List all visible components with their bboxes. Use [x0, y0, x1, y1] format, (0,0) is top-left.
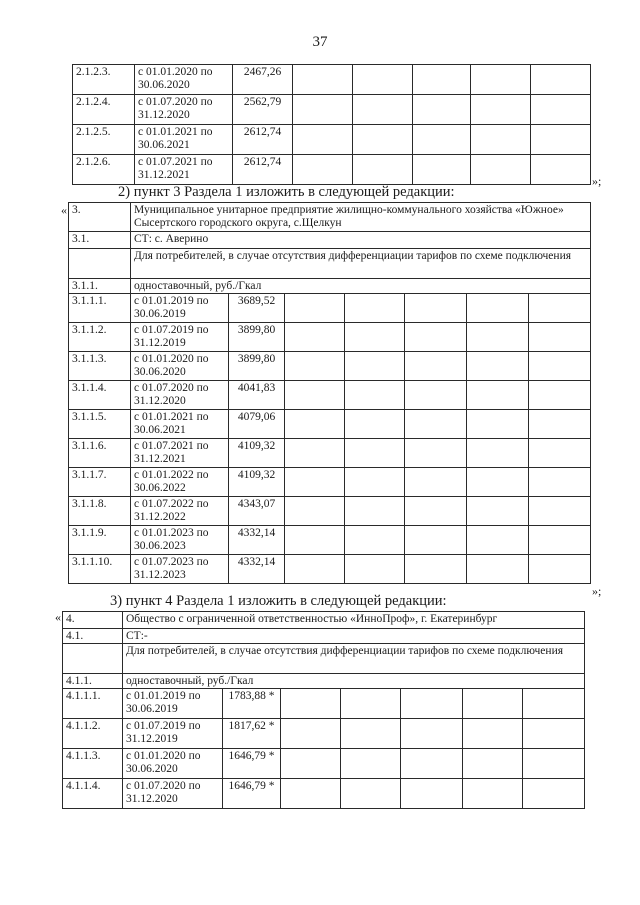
empty-cell: [405, 323, 467, 352]
table-row: [73, 95, 591, 125]
period-cell: с 01.01.2019 по 30.06.2019: [123, 689, 223, 719]
row-code: 2.1.2.5.: [73, 125, 135, 155]
row-code: [63, 644, 123, 674]
tariff-value: 1646,79 *: [223, 779, 281, 809]
table-row: [69, 352, 591, 381]
empty-cell: [467, 410, 529, 439]
row-code: 2.1.2.6.: [73, 155, 135, 185]
empty-cell: [281, 689, 341, 719]
empty-cell: [281, 779, 341, 809]
empty-cell: [285, 294, 345, 323]
tariff-value: 2467,26: [233, 65, 293, 95]
period-cell: с 01.07.2020 по 31.12.2020: [131, 381, 229, 410]
empty-cell: [341, 719, 401, 749]
empty-cell: [345, 294, 405, 323]
table-row: [69, 439, 591, 468]
table-row: [69, 323, 591, 352]
tariff-value: 4079,06: [229, 410, 285, 439]
tariff-value: 1783,88 *: [223, 689, 281, 719]
row-code: 3.1.1.2.: [69, 323, 131, 352]
tariff-value: 4332,14: [229, 555, 285, 584]
empty-cell: [471, 95, 531, 125]
empty-cell: [345, 323, 405, 352]
empty-cell: [471, 65, 531, 95]
table-row: [69, 294, 591, 323]
empty-cell: [413, 65, 471, 95]
row-code: 4.1.1.3.: [63, 749, 123, 779]
empty-cell: [405, 410, 467, 439]
empty-cell: [345, 410, 405, 439]
period-cell: с 01.01.2020 по 30.06.2020: [135, 65, 233, 95]
header-text: Для потребителей, в случае отсутствия дифференциации тарифов по схеме подключения: [131, 249, 591, 279]
period-cell: с 01.07.2019 по 31.12.2019: [131, 323, 229, 352]
row-code: 3.1.1.3.: [69, 352, 131, 381]
period-cell: с 01.01.2020 по 30.06.2020: [131, 352, 229, 381]
table-row: [69, 497, 591, 526]
empty-cell: [345, 352, 405, 381]
row-code: 3.1.: [69, 232, 131, 249]
period-cell: с 01.01.2019 по 30.06.2019: [131, 294, 229, 323]
table-row: [69, 468, 591, 497]
table-row: [69, 381, 591, 410]
empty-cell: [523, 779, 585, 809]
empty-cell: [531, 95, 591, 125]
row-code: 3.: [69, 203, 131, 232]
empty-cell: [405, 439, 467, 468]
empty-cell: [529, 323, 591, 352]
header-row: [63, 612, 585, 629]
empty-cell: [285, 468, 345, 497]
table-row: [73, 155, 591, 185]
table-row: [69, 555, 591, 584]
empty-cell: [413, 125, 471, 155]
table-row: [73, 125, 591, 155]
empty-cell: [341, 779, 401, 809]
open-quote-mark: «: [55, 610, 61, 624]
row-code: [69, 249, 131, 279]
empty-cell: [467, 497, 529, 526]
empty-cell: [345, 555, 405, 584]
header-text: СТ:-: [123, 629, 585, 644]
empty-cell: [281, 719, 341, 749]
row-code: 3.1.1.9.: [69, 526, 131, 555]
table-row: [63, 749, 585, 779]
empty-cell: [467, 439, 529, 468]
period-cell: с 01.01.2021 по 30.06.2021: [135, 125, 233, 155]
empty-cell: [467, 526, 529, 555]
table-row: [63, 689, 585, 719]
tariff-value: 4109,32: [229, 468, 285, 497]
row-code: 2.1.2.4.: [73, 95, 135, 125]
tariff-value: 1646,79 *: [223, 749, 281, 779]
tariff-value: 2612,74: [233, 125, 293, 155]
empty-cell: [413, 95, 471, 125]
row-code: 4.: [63, 612, 123, 629]
empty-cell: [285, 381, 345, 410]
empty-cell: [353, 125, 413, 155]
empty-cell: [529, 497, 591, 526]
page-number: 37: [312, 34, 328, 50]
header-row: [69, 279, 591, 294]
tariff-table-top: [72, 64, 591, 185]
row-code: 3.1.1.6.: [69, 439, 131, 468]
empty-cell: [345, 526, 405, 555]
empty-cell: [285, 410, 345, 439]
empty-cell: [285, 439, 345, 468]
empty-cell: [523, 689, 585, 719]
table-row: [69, 410, 591, 439]
close-quote-mark: »;: [592, 174, 602, 188]
empty-cell: [471, 155, 531, 185]
tariff-table-section-4: [62, 611, 585, 809]
period-cell: с 01.07.2021 по 31.12.2021: [131, 439, 229, 468]
tariff-value: 4109,32: [229, 439, 285, 468]
empty-cell: [341, 749, 401, 779]
empty-cell: [523, 719, 585, 749]
table-row: [63, 779, 585, 809]
row-code: 3.1.1.8.: [69, 497, 131, 526]
empty-cell: [401, 689, 463, 719]
empty-cell: [285, 323, 345, 352]
row-code: 3.1.1.10.: [69, 555, 131, 584]
tariff-value: 1817,62 *: [223, 719, 281, 749]
empty-cell: [285, 352, 345, 381]
table-row: [69, 526, 591, 555]
empty-cell: [353, 95, 413, 125]
empty-cell: [467, 555, 529, 584]
row-code: 2.1.2.3.: [73, 65, 135, 95]
empty-cell: [345, 439, 405, 468]
table-row: [63, 719, 585, 749]
header-row: [69, 203, 591, 232]
header-row: [69, 249, 591, 279]
tariff-value: 2612,74: [233, 155, 293, 185]
empty-cell: [529, 555, 591, 584]
table-row: [73, 65, 591, 95]
tariff-value: 3899,80: [229, 352, 285, 381]
empty-cell: [405, 381, 467, 410]
row-code: 4.1.: [63, 629, 123, 644]
period-cell: с 01.01.2023 по 30.06.2023: [131, 526, 229, 555]
period-cell: с 01.01.2022 по 30.06.2022: [131, 468, 229, 497]
empty-cell: [293, 65, 353, 95]
empty-cell: [401, 779, 463, 809]
empty-cell: [345, 381, 405, 410]
empty-cell: [405, 294, 467, 323]
tariff-table-section-3: [68, 202, 591, 584]
empty-cell: [401, 749, 463, 779]
empty-cell: [467, 468, 529, 497]
header-text: одноставочный, руб./Гкал: [123, 674, 585, 689]
empty-cell: [467, 294, 529, 323]
empty-cell: [341, 689, 401, 719]
empty-cell: [529, 352, 591, 381]
empty-cell: [345, 497, 405, 526]
period-cell: с 01.07.2019 по 31.12.2019: [123, 719, 223, 749]
row-code: 4.1.1.2.: [63, 719, 123, 749]
header-text: Для потребителей, в случае отсутствия дифференциации тарифов по схеме подключения: [123, 644, 585, 674]
empty-cell: [529, 381, 591, 410]
tariff-value: 2562,79: [233, 95, 293, 125]
empty-cell: [523, 749, 585, 779]
period-cell: с 01.01.2020 по 30.06.2020: [123, 749, 223, 779]
period-cell: с 01.07.2020 по 31.12.2020: [135, 95, 233, 125]
row-code: 3.1.1.4.: [69, 381, 131, 410]
period-cell: с 01.07.2022 по 31.12.2022: [131, 497, 229, 526]
tariff-value: 3689,52: [229, 294, 285, 323]
row-code: 3.1.1.: [69, 279, 131, 294]
row-code: 3.1.1.7.: [69, 468, 131, 497]
period-cell: с 01.07.2021 по 31.12.2021: [135, 155, 233, 185]
header-text: одноставочный, руб./Гкал: [131, 279, 591, 294]
empty-cell: [467, 352, 529, 381]
open-quote-mark: «: [61, 203, 67, 217]
empty-cell: [471, 125, 531, 155]
empty-cell: [405, 526, 467, 555]
empty-cell: [293, 95, 353, 125]
empty-cell: [405, 497, 467, 526]
empty-cell: [463, 719, 523, 749]
empty-cell: [413, 155, 471, 185]
empty-cell: [281, 749, 341, 779]
header-text: Муниципальное унитарное предприятие жилищно-коммунального хозяйства «Южное» Сысертского городского округа, с.Щелкун: [131, 203, 591, 232]
empty-cell: [293, 155, 353, 185]
amendment-instruction-2: 2) пункт 3 Раздела 1 изложить в следующей редакции:: [118, 184, 455, 200]
empty-cell: [401, 719, 463, 749]
empty-cell: [529, 294, 591, 323]
header-text: Общество с ограниченной ответственностью «ИнноПроф», г. Екатеринбург: [123, 612, 585, 629]
period-cell: с 01.01.2021 по 30.06.2021: [131, 410, 229, 439]
header-row: [63, 674, 585, 689]
empty-cell: [463, 689, 523, 719]
empty-cell: [529, 468, 591, 497]
header-row: [63, 629, 585, 644]
tariff-value: 4041,83: [229, 381, 285, 410]
empty-cell: [285, 526, 345, 555]
tariff-value: 4332,14: [229, 526, 285, 555]
empty-cell: [293, 125, 353, 155]
empty-cell: [467, 323, 529, 352]
empty-cell: [529, 410, 591, 439]
empty-cell: [463, 749, 523, 779]
empty-cell: [285, 497, 345, 526]
empty-cell: [405, 352, 467, 381]
header-text: СТ: с. Аверино: [131, 232, 591, 249]
empty-cell: [529, 526, 591, 555]
empty-cell: [285, 555, 345, 584]
row-code: 4.1.1.1.: [63, 689, 123, 719]
close-quote-mark: »;: [592, 584, 602, 598]
row-code: 3.1.1.1.: [69, 294, 131, 323]
amendment-instruction-3: 3) пункт 4 Раздела 1 изложить в следующей редакции:: [110, 593, 447, 609]
empty-cell: [353, 155, 413, 185]
row-code: 3.1.1.5.: [69, 410, 131, 439]
header-row: [69, 232, 591, 249]
empty-cell: [531, 125, 591, 155]
row-code: 4.1.1.4.: [63, 779, 123, 809]
empty-cell: [531, 65, 591, 95]
empty-cell: [467, 381, 529, 410]
empty-cell: [529, 439, 591, 468]
row-code: 4.1.1.: [63, 674, 123, 689]
tariff-value: 3899,80: [229, 323, 285, 352]
period-cell: с 01.07.2020 по 31.12.2020: [123, 779, 223, 809]
period-cell: с 01.07.2023 по 31.12.2023: [131, 555, 229, 584]
empty-cell: [405, 555, 467, 584]
empty-cell: [353, 65, 413, 95]
empty-cell: [531, 155, 591, 185]
empty-cell: [463, 779, 523, 809]
empty-cell: [345, 468, 405, 497]
header-row: [63, 644, 585, 674]
empty-cell: [405, 468, 467, 497]
tariff-value: 4343,07: [229, 497, 285, 526]
